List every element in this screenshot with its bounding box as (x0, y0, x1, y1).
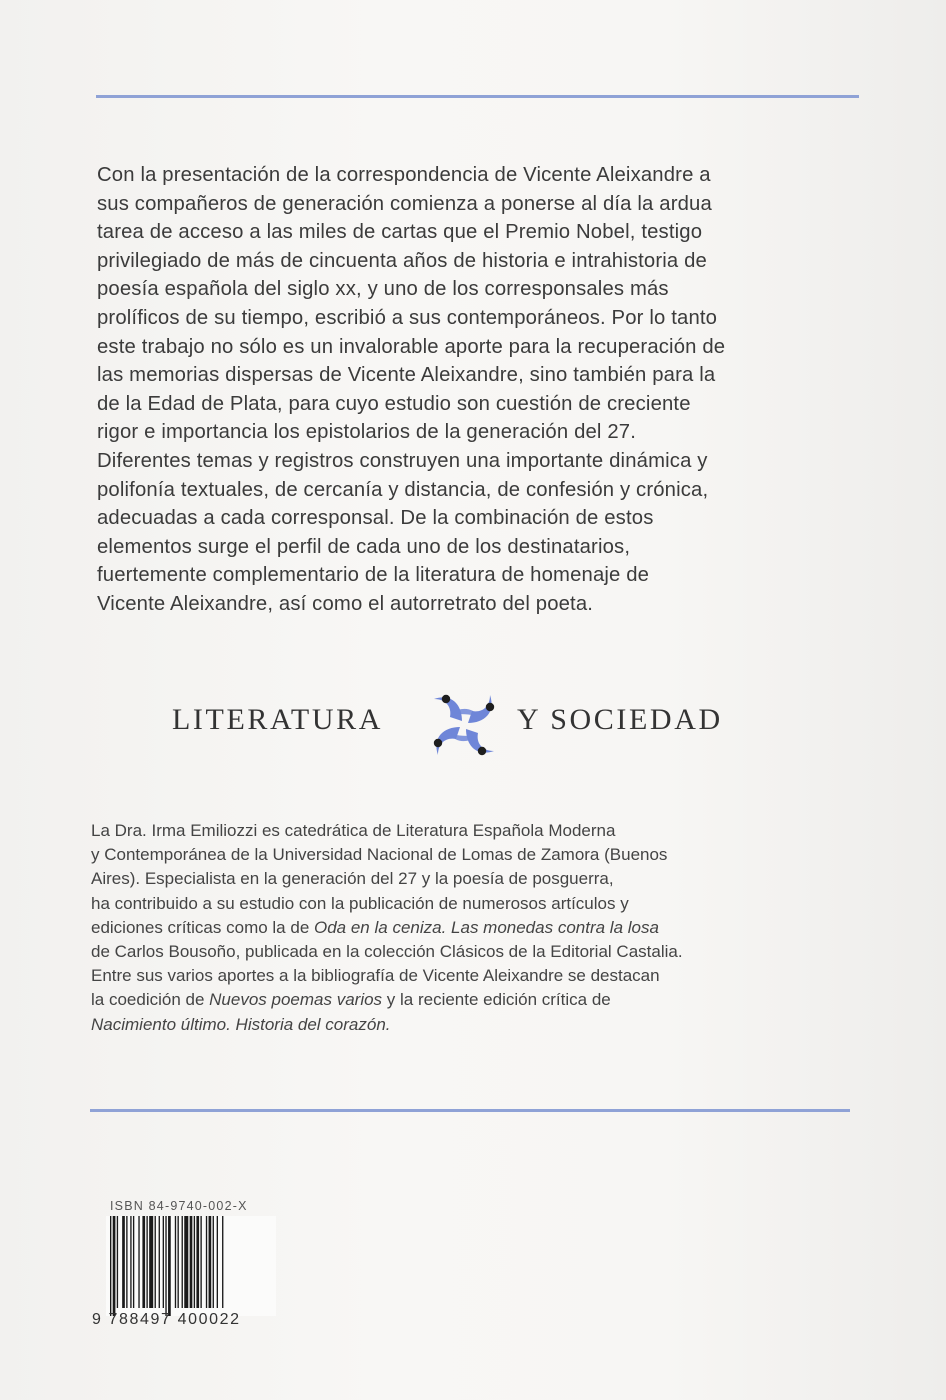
author-bio-line (91, 916, 831, 940)
barcode-bar (206, 1216, 207, 1308)
author-bio-text: ediciones críticas como la de (91, 917, 314, 937)
book-title-nuevos-poemas: Nuevos poemas varios (209, 990, 383, 1010)
synopsis-line: este trabajo no sólo es un invalorable aporte para la recuperación de (97, 335, 726, 358)
synopsis-paragraph (97, 161, 849, 619)
book-title-nacimiento: Nacimiento último. Historia del corazón. (91, 1014, 391, 1034)
barcode-bar (190, 1216, 193, 1308)
barcode-bar (113, 1216, 116, 1316)
top-divider-rule (96, 95, 859, 98)
synopsis-line: sus compañeros de generación comienza a ponerse al día la ardua (97, 192, 712, 215)
barcode-bar (200, 1216, 201, 1308)
bottom-divider-rule (90, 1109, 850, 1112)
author-bio-line: ha contribuido a su estudio con la publicación de numerosos artículos y (91, 893, 629, 913)
barcode-bar (149, 1216, 153, 1308)
author-bio-line: y Contemporánea de la Universidad Nacional de Lomas de Zamora (Buenos (91, 845, 668, 865)
synopsis-line: fuertemente complementario de la literatura de homenaje de (97, 564, 650, 587)
series-name-left: LITERATURA (172, 703, 383, 736)
barcode (106, 1216, 276, 1316)
barcode-bar (168, 1216, 171, 1316)
barcode-bar (138, 1216, 139, 1308)
barcode-bar (178, 1216, 179, 1308)
barcode-bar (122, 1216, 125, 1308)
barcode-bar (133, 1216, 134, 1308)
series-logo-block (172, 680, 772, 770)
barcode-bar (182, 1216, 183, 1308)
barcode-bar (222, 1216, 223, 1308)
barcode-bar (209, 1216, 212, 1308)
author-bio-line: La Dra. Irma Emiliozzi es catedrática de Literatura Española Moderna (91, 821, 616, 840)
author-bio-line: Aires). Especialista en la generación del 27 y la poesía de posguerra, (91, 869, 614, 889)
swirl-logo-icon (424, 685, 504, 765)
barcode-bar (155, 1216, 156, 1308)
barcode-bar (146, 1216, 147, 1308)
author-bio-line: de Carlos Bousoño, publicada en la colección Clásicos de la Editorial Castalia. (91, 942, 683, 962)
synopsis-line: adecuadas a cada corresponsal. De la combinación de estos (97, 507, 654, 530)
author-bio-text: la coedición de (91, 990, 210, 1010)
barcode-digits: 9 788497 400022 (92, 1311, 241, 1328)
barcode-bar (163, 1216, 164, 1308)
author-bio-paragraph (91, 819, 831, 1037)
barcode-bar (126, 1216, 127, 1308)
synopsis-line: poesía española del siglo xx, y uno de los corresponsales más (97, 278, 669, 301)
barcode-bar (110, 1216, 111, 1316)
barcode-bar (184, 1216, 188, 1308)
synopsis-line: de la Edad de Plata, para cuyo estudio son cuestión de creciente (97, 392, 691, 415)
barcode-bar (142, 1216, 145, 1308)
barcode-bar (194, 1216, 195, 1308)
author-bio-text: y la reciente edición crítica de (382, 990, 611, 1010)
synopsis-line: polifonía textuales, de cercanía y distancia, de confesión y crónica, (97, 478, 709, 501)
synopsis-line: privilegiado de más de cincuenta años de historia e intrahistoria de (97, 249, 707, 272)
barcode-bar (117, 1216, 118, 1308)
book-title-oda: Oda en la ceniza. Las monedas contra la losa (314, 917, 659, 937)
author-bio-line: Entre sus varios aportes a la bibliografía de Vicente Aleixandre se destacan (91, 966, 660, 986)
author-bio-line (91, 988, 831, 1012)
series-name-right: Y SOCIEDAD (517, 703, 723, 736)
barcode-bar (217, 1216, 218, 1308)
synopsis-line: rigor e importancia los epistolarios de la generación del 27. (97, 421, 637, 444)
synopsis-line: Con la presentación de la correspondencia de Vicente Aleixandre a (97, 164, 711, 186)
synopsis-line: elementos surge el perfil de cada uno de los destinatarios, (97, 535, 631, 558)
synopsis-line: prolíficos de su tiempo, escribió a sus contemporáneos. Por lo tanto (97, 306, 718, 329)
synopsis-line: tarea de acceso a las miles de cartas que el Premio Nobel, testigo (97, 221, 703, 244)
barcode-bar (165, 1216, 166, 1316)
author-bio-line (91, 1013, 831, 1037)
barcode-bar (175, 1216, 176, 1308)
barcode-bar (159, 1216, 160, 1308)
barcode-bar (130, 1216, 131, 1308)
synopsis-line: las memorias dispersas de Vicente Aleixandre, sino también para la (97, 364, 716, 387)
isbn-label: ISBN 84-9740-002-X (110, 1199, 248, 1213)
synopsis-line: Vicente Aleixandre, así como el autorretrato del poeta. (97, 592, 594, 615)
synopsis-line: Diferentes temas y registros construyen una importante dinámica y (97, 449, 708, 472)
barcode-bar (213, 1216, 214, 1308)
barcode-bar (196, 1216, 199, 1308)
